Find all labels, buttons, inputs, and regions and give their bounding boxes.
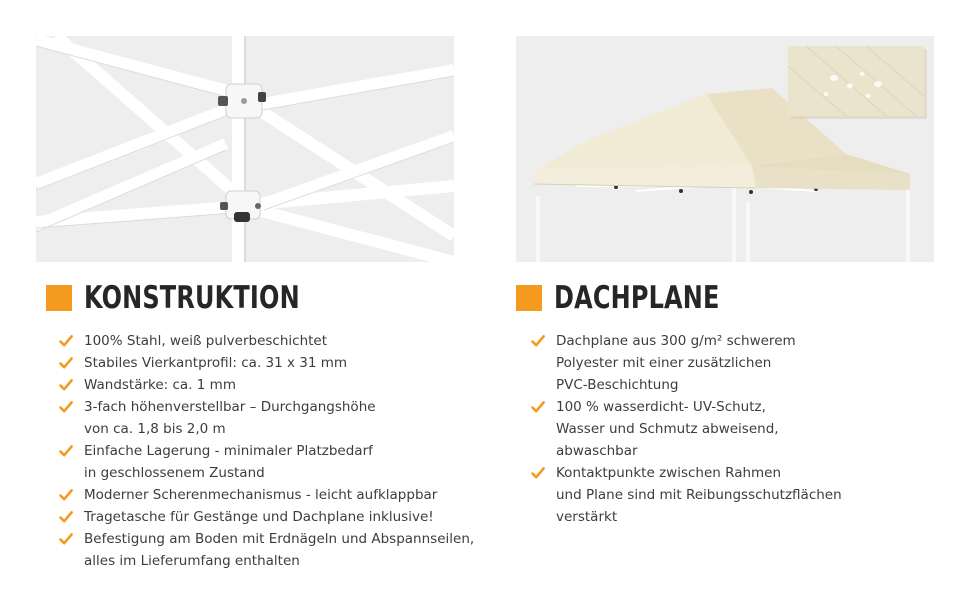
feature-item [58,484,478,506]
feature-text-line: 100 % wasserdicht- UV-Schutz, [556,399,766,415]
feature-item [58,506,478,528]
feature-text-line: Wandstärke: ca. 1 mm [84,377,236,393]
feature-text-line: von ca. 1,8 bis 2,0 m [84,421,226,437]
feature-text-line: in geschlossenem Zustand [84,465,265,481]
checkmark-icon [58,333,74,349]
canopy-feature-list [530,330,940,528]
orange-square-icon [46,285,72,311]
feature-text-line: Dachplane aus 300 g/m² schwerem [556,333,796,349]
feature-text-line: Befestigung am Boden mit Erdnägeln und Abspannseilen, [84,531,475,547]
feature-text-line: 100% Stahl, weiß pulverbeschichtet [84,333,328,349]
feature-item [58,352,478,374]
feature-item [58,330,478,352]
checkmark-icon [58,399,74,415]
checkmark-icon [530,465,546,481]
feature-text-line: Einfache Lagerung - minimaler Platzbedarf [84,443,373,459]
feature-text-line: Tragetasche für Gestänge und Dachplane inklusive! [84,509,434,525]
feature-text-line: Stabiles Vierkantprofil: ca. 31 x 31 mm [84,355,348,371]
checkmark-icon [530,399,546,415]
checkmark-icon [58,509,74,525]
feature-text-line: 3-fach höhenverstellbar – Durchgangshöhe [84,399,376,415]
checkmark-icon [58,487,74,503]
frame-construction-image [36,36,454,262]
checkmark-icon [58,443,74,459]
feature-text-line: alles im Lieferumfang enthalten [84,553,300,569]
section-heading-dachplane [516,278,747,318]
feature-item [58,528,478,572]
feature-item [58,374,478,396]
gazebo-canopy-image [516,36,934,262]
checkmark-icon [58,531,74,547]
feature-item [58,440,478,484]
feature-text-line: Moderner Scherenmechanismus - leicht aufklappbar [84,487,438,503]
feature-item [58,396,478,440]
feature-item [530,330,940,396]
checkmark-icon [58,377,74,393]
feature-text-line: abwaschbar [556,443,638,459]
feature-item [530,462,940,528]
feature-text-line: PVC-Beschichtung [556,377,679,393]
orange-square-icon [516,285,542,311]
feature-text-line: Wasser und Schmutz abweisend, [556,421,779,437]
heading-text: DACHPLANE [554,280,720,316]
checkmark-icon [530,333,546,349]
feature-text-line: verstärkt [556,509,618,525]
feature-item [530,396,940,462]
checkmark-icon [58,355,74,371]
feature-text-line: und Plane sind mit Reibungsschutzflächen [556,487,842,503]
feature-text-line: Polyester mit einer zusätzlichen [556,355,772,371]
section-heading-konstruktion [46,278,335,318]
heading-text: KONSTRUKTION [84,280,300,316]
construction-feature-list [58,330,478,572]
feature-text-line: Kontaktpunkte zwischen Rahmen [556,465,782,481]
